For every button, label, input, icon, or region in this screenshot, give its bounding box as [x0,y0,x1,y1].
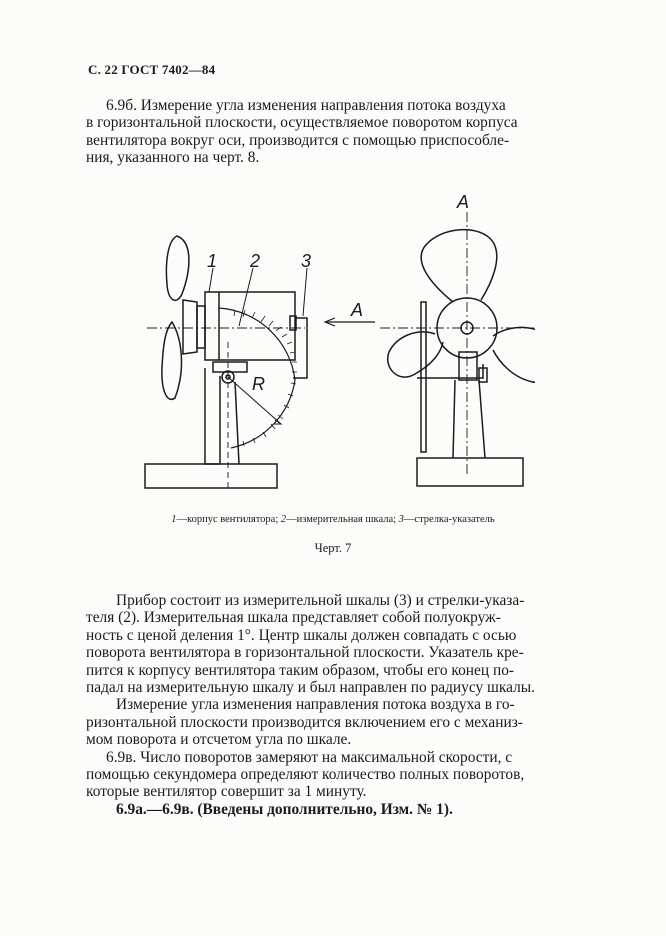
figure-number: Черт. 7 [314,541,352,555]
fig-label-view-a: A [457,192,470,212]
caption-num-2: 2 [280,514,287,525]
text-line: мом поворота и отсчетом угла по шкале. [86,731,352,749]
text-line: ность с ценой деления 1°. Центр шкалы должен совпадать с осью [86,626,517,644]
fig-label-radius: R [252,374,265,394]
text-line: в горизонтальной плоскости, осуществляемое поворотом корпуса [86,114,518,132]
text-line: теля (2). Измерительная шкала представляет собой полуокруж- [86,609,501,627]
caption-text-3: —стрелка-указатель [403,514,495,525]
text-line: поворота вентилятора в горизонтальной плоскости. Указатель кре- [86,644,524,662]
text-line: Прибор состоит из измерительной шкалы (3) и стрелки-указа- [116,592,525,609]
figure-caption [0,514,666,525]
fan-drawing [135,192,535,502]
fig-label-3: 3 [301,251,312,271]
page-header: С. 22 ГОСТ 7402—84 [88,62,216,77]
fig-label-2: 2 [250,251,261,271]
text-line: падал на измерительную шкалу и был направлен по радиусу шкалы. [86,679,535,697]
text-line: ния, указанного на черт. 8. [86,149,260,167]
paragraph-6-9b [86,97,614,167]
text-line: пится к корпусу вентилятора таким образом, чтобы его конец по- [86,661,515,679]
paragraph-device-description [86,592,614,818]
text-line: ризонтальной плоскости производится включением его с механиз- [86,713,523,731]
caption-num-3: 3 [398,514,404,525]
fig-label-1: 1 [207,251,218,271]
caption-num-1: 1 [171,514,177,525]
text-line: Измерение угла изменения направления потока воздуха в го- [116,696,515,714]
text-line: 6.9в. Число поворотов замеряют на максимальной скорости, с [106,748,513,766]
caption-text-1: —корпус вентилятора; [176,514,281,525]
fig-label-arrow-a: A [351,300,364,320]
text-line-amendment: 6.9а.—6.9в. (Введены дополнительно, Изм. № 1). [116,800,453,818]
text-line: которые вентилятор совершит за 1 минуту. [86,783,367,801]
text-line: вентилятора вокруг оси, производится с помощью приспособле- [86,131,510,149]
text-line: помощью секундомера определяют количество полных поворотов, [86,766,525,784]
caption-text-2: —измерительная шкала; [286,514,399,525]
text-line: 6.9б. Измерение угла изменения направления потока воздуха [106,97,506,114]
